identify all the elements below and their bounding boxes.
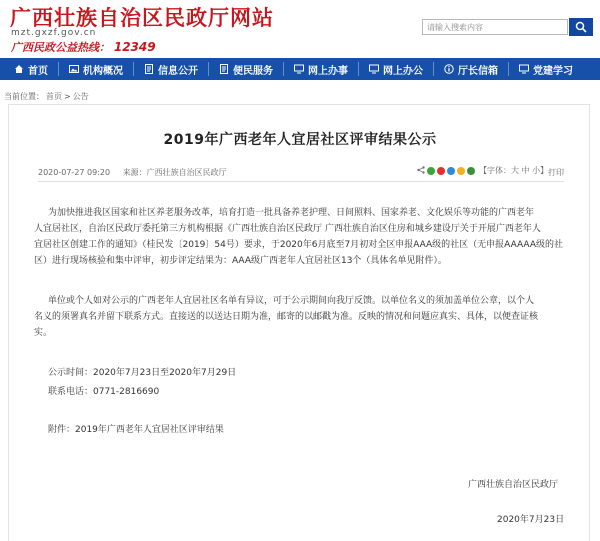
breadcrumb-current-link[interactable]: 公告	[72, 92, 89, 101]
paragraph-1-line-3: 宜居社区创建工作的通知》（桂民发〔2019〕54号）要求，于2020年6月底至7月初对全区申报AAA级的社区（无申报AAAAA级的社	[34, 240, 563, 250]
nav-label: 厅长信箱	[458, 65, 498, 77]
weibo-share-icon[interactable]	[437, 167, 445, 175]
nav-label: 信息公开	[158, 65, 198, 77]
meta-divider	[38, 181, 564, 182]
nav-disclosure[interactable]	[140, 58, 202, 80]
info-icon	[444, 64, 454, 74]
paragraph-2-line-1: 单位或个人如对公示的广西老年人宜居社区名单有异议，可于公示期间向我厅反馈。以单位名义的须加盖单位公章，以个人	[48, 296, 535, 306]
paragraph-2-line-3: 实。	[34, 328, 53, 338]
nav-divider	[208, 62, 209, 76]
signer: 广西壮族自治区民政厅	[468, 480, 559, 490]
doc-icon	[219, 64, 229, 74]
main-nav	[0, 58, 600, 80]
nav-divider	[133, 62, 134, 76]
share-icon[interactable]	[417, 166, 425, 176]
sign-date: 2020年7月23日	[497, 515, 565, 525]
contact-phone: 联系电话：0771-2816690	[48, 387, 160, 397]
home-icon	[14, 64, 24, 74]
search-button[interactable]	[569, 18, 593, 36]
publicity-period: 公示时间：2020年7月23日至2020年7月29日	[48, 368, 237, 378]
hotline-label: 广西民政公益热线：	[11, 41, 110, 54]
nav-label: 网上办事	[308, 65, 348, 77]
nav-online-affairs[interactable]	[290, 58, 352, 80]
site-header	[0, 0, 600, 56]
font-size-switcher[interactable]: 【字体：大 中 小】	[479, 166, 549, 175]
article-source: 来源：广西壮族自治区民政厅	[122, 168, 227, 177]
nav-divider	[283, 62, 284, 76]
attachment-link[interactable]: 附件：2019年广西老年人宜居社区评审结果	[48, 425, 224, 435]
nav-divider	[433, 62, 434, 76]
nav-divider	[358, 62, 359, 76]
image-icon	[69, 64, 79, 74]
search-icon	[575, 21, 587, 33]
breadcrumb-prefix: 当前位置：	[4, 92, 44, 101]
nav-label: 便民服务	[233, 65, 273, 77]
nav-label: 网上办公	[383, 65, 423, 77]
monitor-icon	[369, 64, 379, 74]
monitor-icon	[294, 64, 304, 74]
article-title: 2019年广西老年人宜居社区评审结果公示	[163, 132, 437, 148]
breadcrumb	[4, 91, 91, 102]
paragraph-2-line-2: 名义的须署真名并留下联系方式。直接送的以送达日期为准，邮寄的以邮戳为准。反映的情况和问题应真实、具体，以便查证核	[34, 312, 539, 322]
paragraph-1-line-1: 为加快推进我区国家和社区养老服务改革，培育打造一批具备养老护理、日间照料、国家养老、文化娱乐等功能的广西老年	[48, 208, 535, 218]
hotline	[11, 39, 156, 55]
article-meta	[38, 167, 237, 178]
qzone-share-icon[interactable]	[457, 167, 465, 175]
search-input[interactable]: 请输入搜索内容	[422, 19, 568, 35]
site-title[interactable]: 广西壮族自治区民政厅网站	[10, 5, 274, 30]
doc-icon	[144, 64, 154, 74]
more-share-icon[interactable]	[467, 167, 475, 175]
wechat-share-icon[interactable]	[427, 167, 435, 175]
nav-divider	[58, 62, 59, 76]
paragraph-1-line-4: 区）进行现场核验和集中评审，初步评定结果为：AAA级广西老年人宜居社区13个（具体名单见附件）。	[34, 256, 447, 266]
article-tools	[417, 165, 548, 176]
hotline-number: 12349	[113, 40, 156, 54]
print-link[interactable]: 打印	[548, 168, 564, 177]
nav-label: 机构概况	[83, 65, 123, 77]
breadcrumb-home-link[interactable]: 首页	[46, 92, 62, 101]
paragraph-1-line-2: 人宜居社区，自治区民政厅委托第三方机构根据《广西壮族自治区民政厅 广西壮族自治区住房和城乡建设厅关于开展广西老年人	[34, 224, 541, 234]
nav-label: 首页	[28, 65, 48, 77]
qq-share-icon[interactable]	[447, 167, 455, 175]
nav-about[interactable]	[65, 58, 127, 80]
nav-services[interactable]	[215, 58, 277, 80]
site-domain: mzt.gxzf.gov.cn	[11, 28, 97, 38]
nav-divider	[508, 62, 509, 76]
breadcrumb-separator: >	[64, 92, 71, 101]
nav-home[interactable]	[0, 58, 52, 80]
nav-online-office[interactable]	[365, 58, 427, 80]
nav-party-study[interactable]	[515, 58, 577, 80]
article-date: 2020-07-27 09:20	[38, 168, 111, 177]
nav-label: 党建学习	[533, 65, 573, 77]
nav-mailbox[interactable]	[440, 58, 502, 80]
monitor-icon	[519, 64, 529, 74]
